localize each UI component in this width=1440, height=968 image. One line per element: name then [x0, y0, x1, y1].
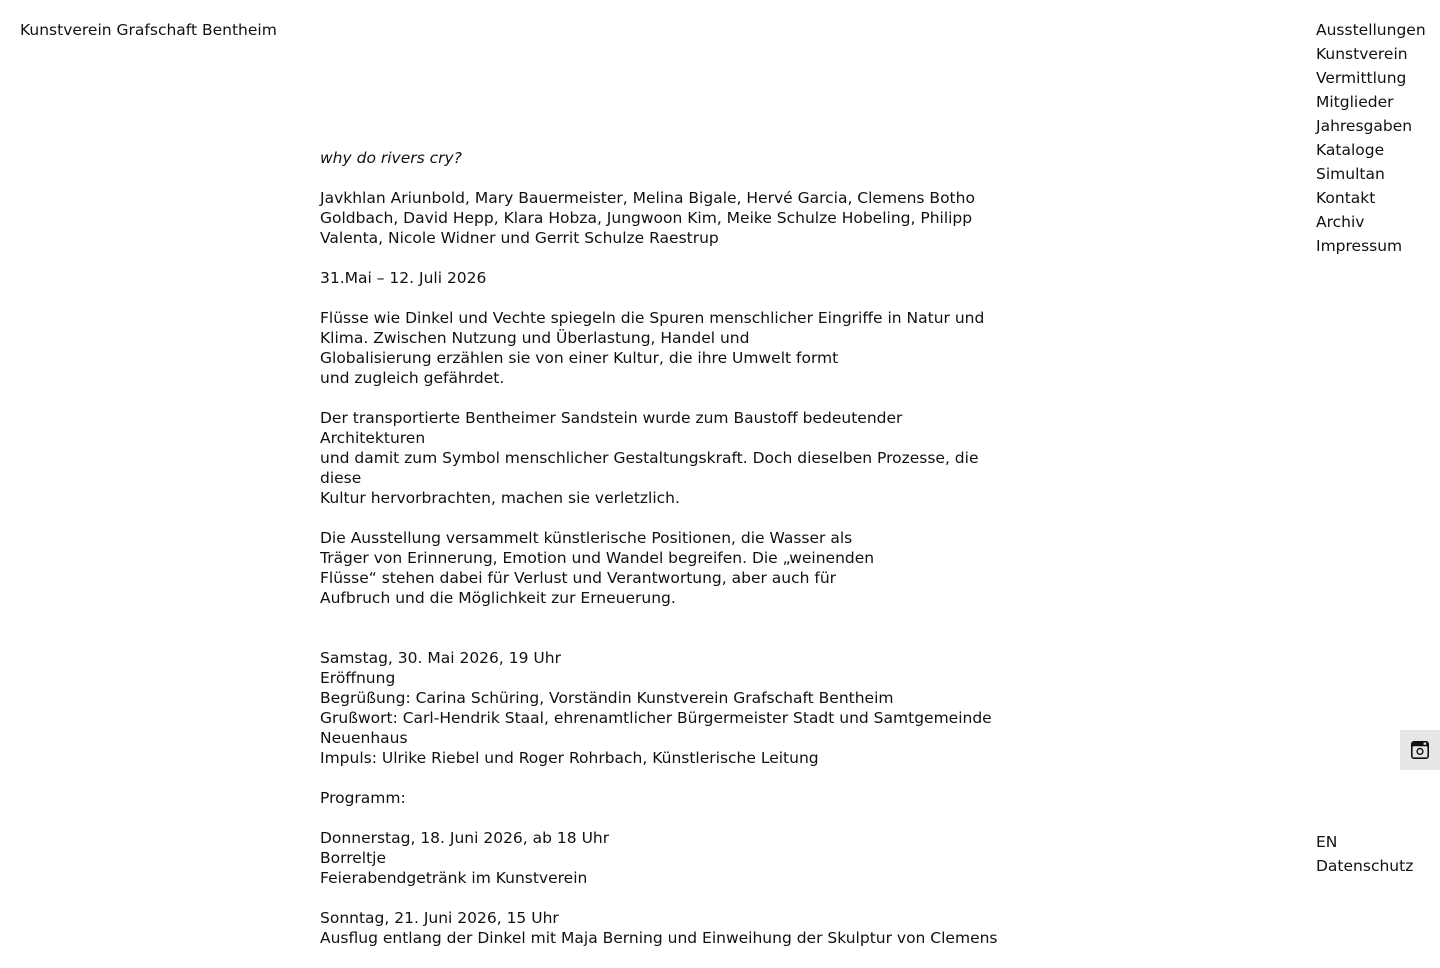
footer-nav: [1316, 832, 1440, 880]
site-title-link[interactable]: Kunstverein Grafschaft Bentheim: [20, 21, 277, 39]
privacy-link[interactable]: Datenschutz: [1316, 857, 1414, 875]
nav-item-jahresgaben[interactable]: Jahresgaben: [1316, 117, 1413, 135]
exhibition-title: why do rivers cry?: [320, 149, 462, 167]
nav-item-mitglieder[interactable]: Mitglieder: [1316, 93, 1394, 111]
exhibition-dates: 31.Mai – 12. Juli 2026: [320, 269, 487, 287]
nav-item-kataloge[interactable]: Kataloge: [1316, 141, 1385, 159]
instagram-icon: [1410, 740, 1430, 760]
nav-item-kunstverein[interactable]: Kunstverein: [1316, 45, 1408, 63]
exhibition-paragraph: Der transportierte Bentheimer Sandstein wurde zum Baustoff bedeutender Architekturen und damit zum Symbol menschlicher Gestaltungskraft. Doch dieselben Prozesse, die diese Kultur hervorbrachten, machen sie verletzlich.: [320, 409, 979, 507]
main-nav: [1316, 20, 1440, 260]
nav-item-simultan[interactable]: Simultan: [1316, 165, 1385, 183]
exhibition-paragraph: Flüsse wie Dinkel und Vechte spiegeln die Spuren menschlicher Eingriffe in Natur und Klima. Zwischen Nutzung und Überlastung, Handel und Globalisierung erzählen sie von einer Kultur, die ihre Umwelt formt und zugleich gefährdet.: [320, 309, 985, 387]
opening-details: Samstag, 30. Mai 2026, 19 Uhr Eröffnung Begrüßung: Carina Schüring, Vorständin Kunstverein Grafschaft Bentheim Grußwort: Carl-Hendrik Staal, ehrenamtlicher Bürgermeister Stadt und Samtgemeinde Neuenhaus Impuls: Ulrike Riebel und Roger Rohrbach, Künstlerische Leitung: [320, 649, 992, 767]
exhibition-paragraph: Die Ausstellung versammelt künstlerische Positionen, die Wasser als Träger von Erinnerung, Emotion und Wandel begreifen. Die „weinenden Flüsse“ stehen dabei für Verlust und Verantwortung, aber auch für Aufbruch und die Möglichkeit zur Erneuerung.: [320, 529, 875, 607]
language-switch-link[interactable]: EN: [1316, 833, 1338, 851]
program-event: Donnerstag, 18. Juni 2026, ab 18 Uhr Borreltje Feierabendgetränk im Kunstverein: [320, 829, 610, 887]
nav-item-kontakt[interactable]: Kontakt: [1316, 189, 1376, 207]
exhibition-artists: Javkhlan Ariunbold, Mary Bauermeister, Melina Bigale, Hervé Garcia, Clemens Botho Goldbach, David Hepp, Klara Hobza, Jungwoon Kim, Meike Schulze Hobeling, Philipp Valenta, Nicole Widner und Gerrit Schulze Raestrup: [320, 189, 975, 247]
nav-item-archiv[interactable]: Archiv: [1316, 213, 1365, 231]
exhibition-content: [320, 148, 1000, 968]
instagram-button[interactable]: [1400, 730, 1440, 770]
nav-item-impressum[interactable]: Impressum: [1316, 237, 1403, 255]
nav-item-vermittlung[interactable]: Vermittlung: [1316, 69, 1407, 87]
nav-item-ausstellungen[interactable]: Ausstellungen: [1316, 21, 1426, 39]
program-event: Sonntag, 21. Juni 2026, 15 Uhr Ausflug entlang der Dinkel mit Maja Berning und Einweihung der Skulptur von Clemens: [320, 909, 998, 947]
program-heading: Programm:: [320, 789, 406, 807]
